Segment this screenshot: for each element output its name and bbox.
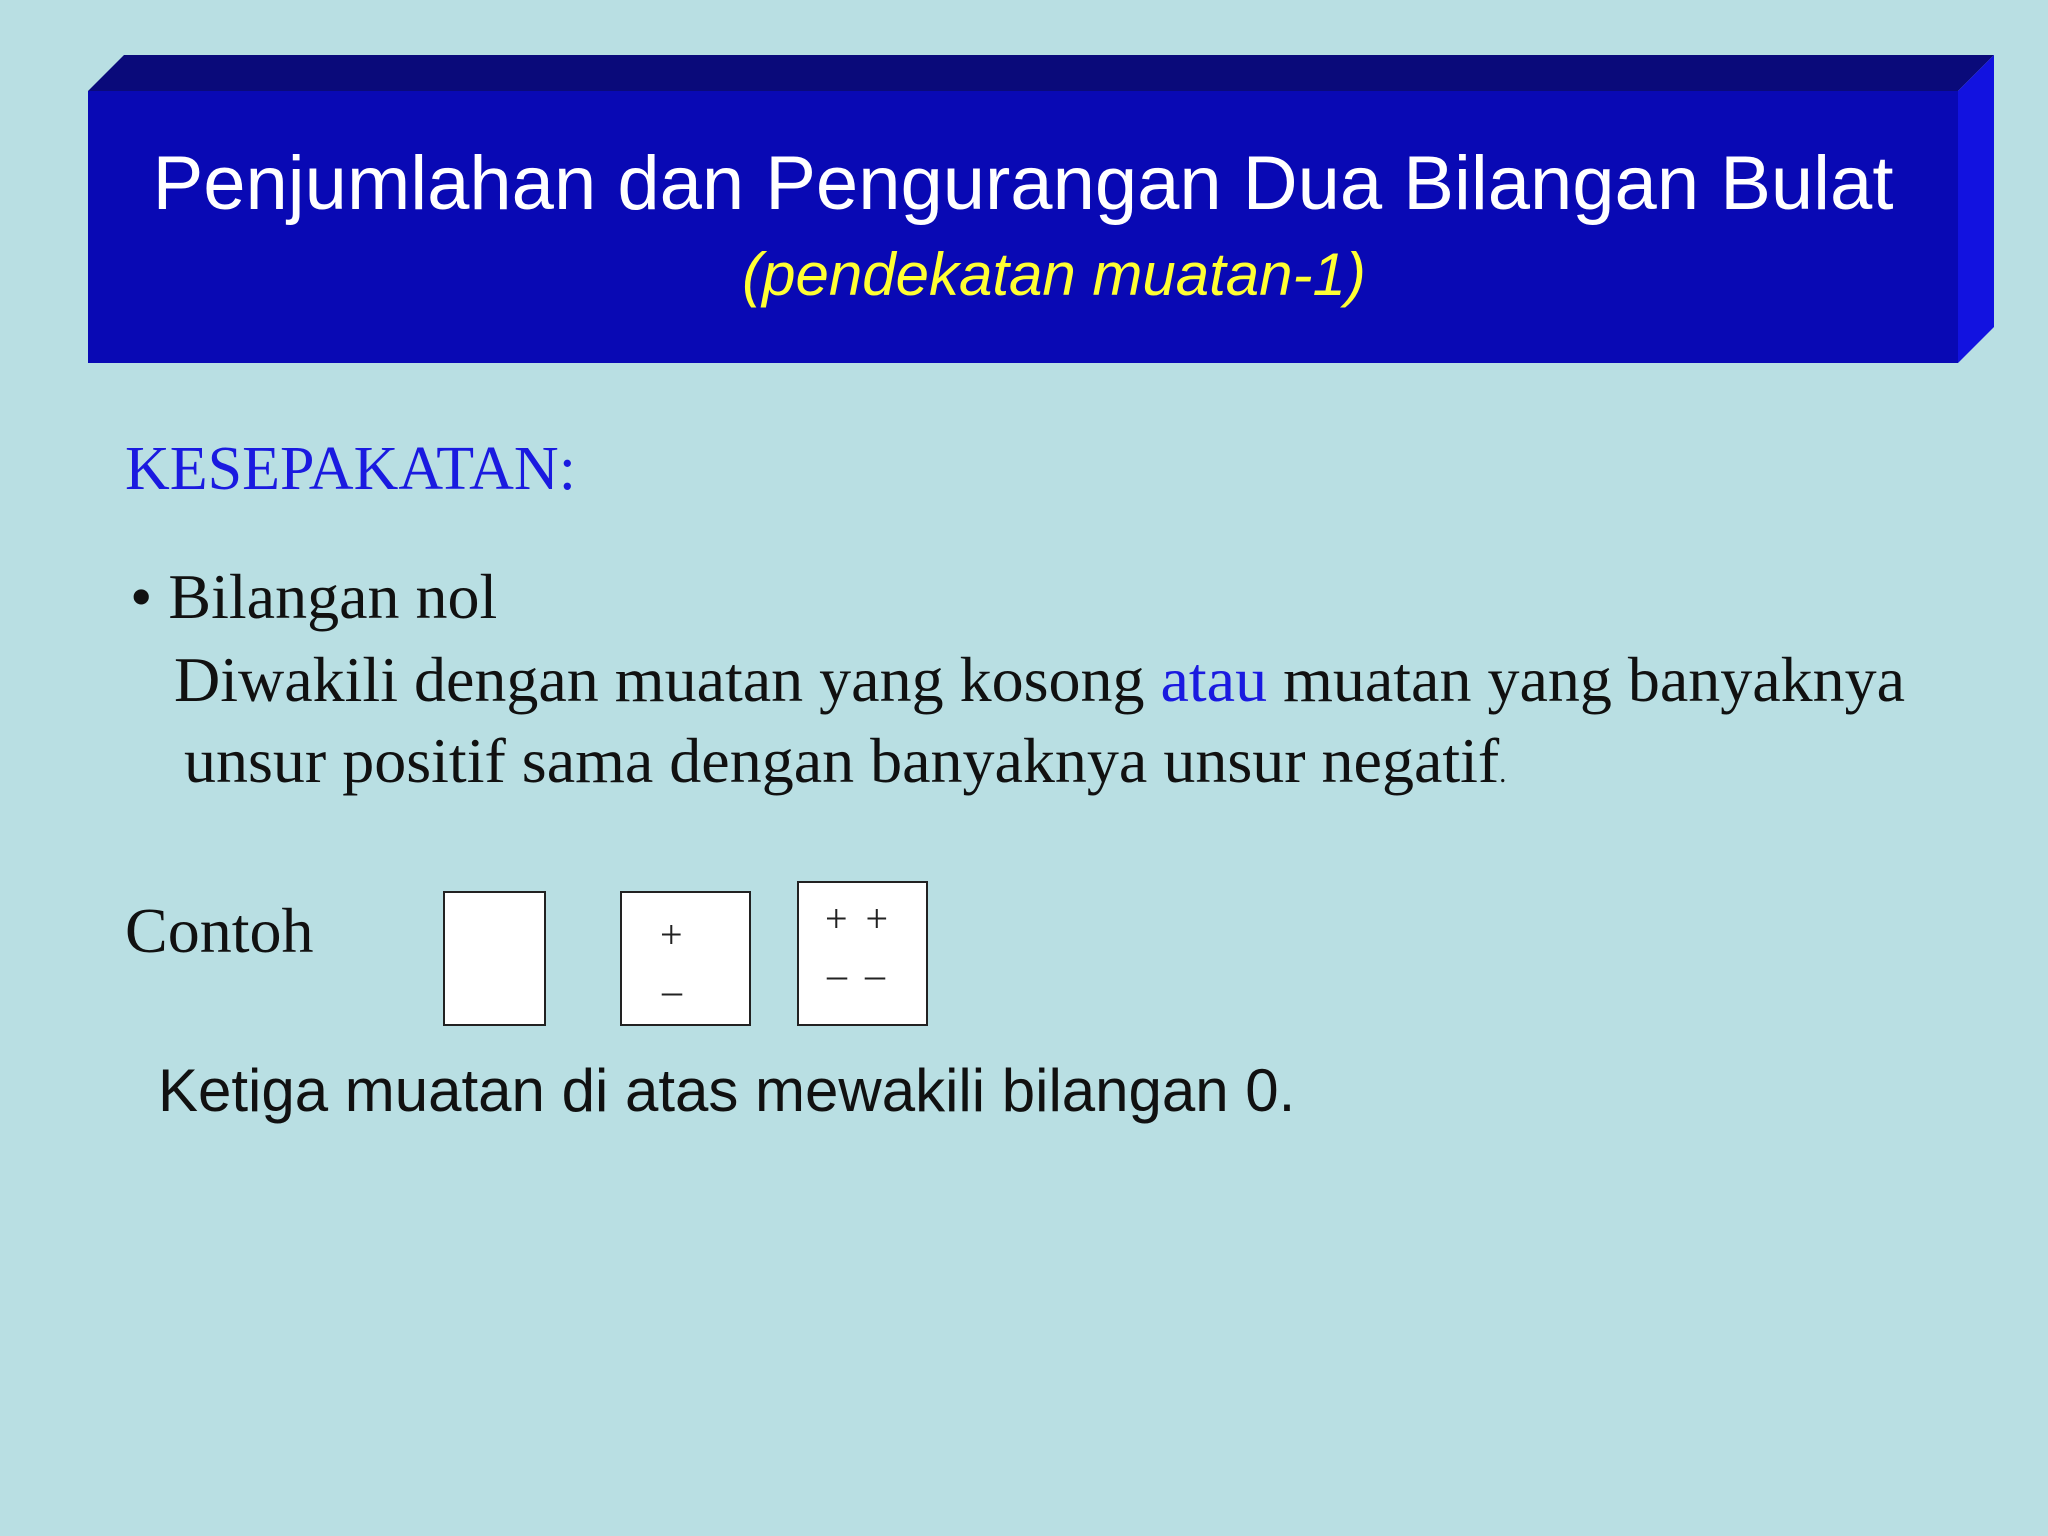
banner-bevel-top xyxy=(88,55,1994,91)
description-line-1 xyxy=(174,643,1905,717)
negative-charges: – – xyxy=(827,952,889,997)
description-text: unsur positif sama dengan banyaknya unsur negatif xyxy=(184,725,1500,796)
description-text: muatan yang banyaknya xyxy=(1267,644,1906,715)
description-line-2 xyxy=(184,724,1506,811)
positive-charge: + xyxy=(660,912,683,957)
charge-box-one-pair xyxy=(620,891,751,1026)
description-text: Diwakili dengan muatan yang kosong xyxy=(174,644,1161,715)
banner-bevel-side xyxy=(1958,55,1994,363)
example-label: Contoh xyxy=(125,895,314,966)
description-accent-word: atau xyxy=(1160,644,1268,715)
positive-charges: + + xyxy=(825,896,893,941)
slide-subtitle: (pendekatan muatan-1) xyxy=(742,241,1366,308)
conclusion-text: Ketiga muatan di atas mewakili bilangan 0. xyxy=(158,1057,1296,1124)
banner-face xyxy=(88,91,1958,363)
negative-charge: – xyxy=(662,968,682,1013)
bullet-zero-number: • Bilangan nol xyxy=(130,561,498,632)
section-heading: KESEPAKATAN: xyxy=(125,435,576,503)
slide-title: Penjumlahan dan Pengurangan Dua Bilangan Bulat xyxy=(152,141,1894,226)
description-period: . xyxy=(1499,758,1507,789)
charge-box-empty xyxy=(443,891,546,1026)
charge-box-two-pairs xyxy=(797,881,928,1026)
